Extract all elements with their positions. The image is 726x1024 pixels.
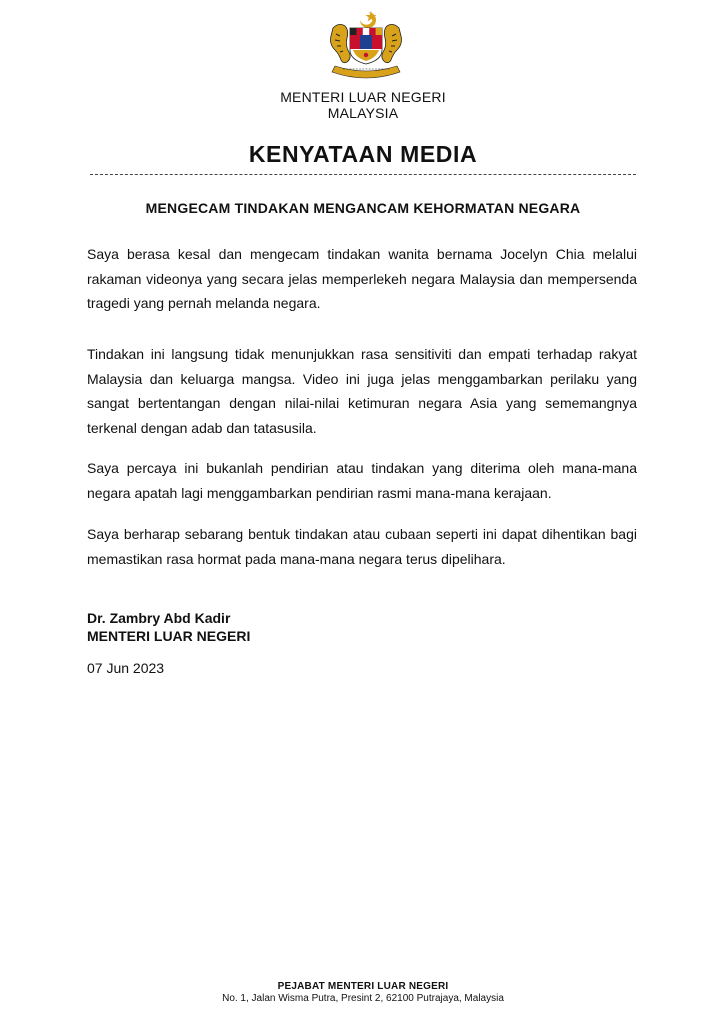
signatory-name: Dr. Zambry Abd Kadir <box>87 610 231 626</box>
statement-date: 07 Jun 2023 <box>87 660 165 676</box>
dashed-divider <box>90 174 636 175</box>
body-paragraph-4: Saya berharap sebarang bentuk tindakan atau cubaan seperti ini dapat dihentikan bagi memastikan rasa hormat pada mana-mana negara terus dipelihara. <box>87 526 637 567</box>
signatory-role: MENTERI LUAR NEGERI <box>87 628 251 644</box>
footer-address: No. 1, Jalan Wisma Putra, Presint 2, 62100 Putrajaya, Malaysia <box>222 993 504 1004</box>
document-title: KENYATAAN MEDIA <box>248 141 478 167</box>
coat-of-arms-malaysia-icon <box>323 8 409 80</box>
footer-office: PEJABAT MENTERI LUAR NEGERI <box>277 981 449 992</box>
office-country: MALAYSIA <box>327 105 399 121</box>
body-paragraph-2: Tindakan ini langsung tidak menunjukkan rasa sensitiviti dan empati terhadap rakyat Malaysia dan keluarga mangsa. Video ini juga jelas menggambarkan perilaku yang sangat bertentangan dengan nilai-nilai ketimuran negara Asia yang sememangnya terkenal dengan adab dan tatasusila. <box>87 346 637 436</box>
body-paragraph-3: Saya percaya ini bukanlah pendirian atau tindakan yang diterima oleh mana-mana negara apatah lagi menggambarkan pendirian rasmi mana-mana kerajaan. <box>87 460 637 501</box>
statement-headline: MENGECAM TINDAKAN MENGANCAM KEHORMATAN NEGARA <box>145 200 581 216</box>
office-title: MENTERI LUAR NEGERI <box>280 89 446 105</box>
body-paragraph-1: Saya berasa kesal dan mengecam tindakan wanita bernama Jocelyn Chia melalui rakaman videonya yang secara jelas memperlekeh negara Malaysia dan mempersenda tragedi yang pernah melanda negara. <box>87 246 637 311</box>
